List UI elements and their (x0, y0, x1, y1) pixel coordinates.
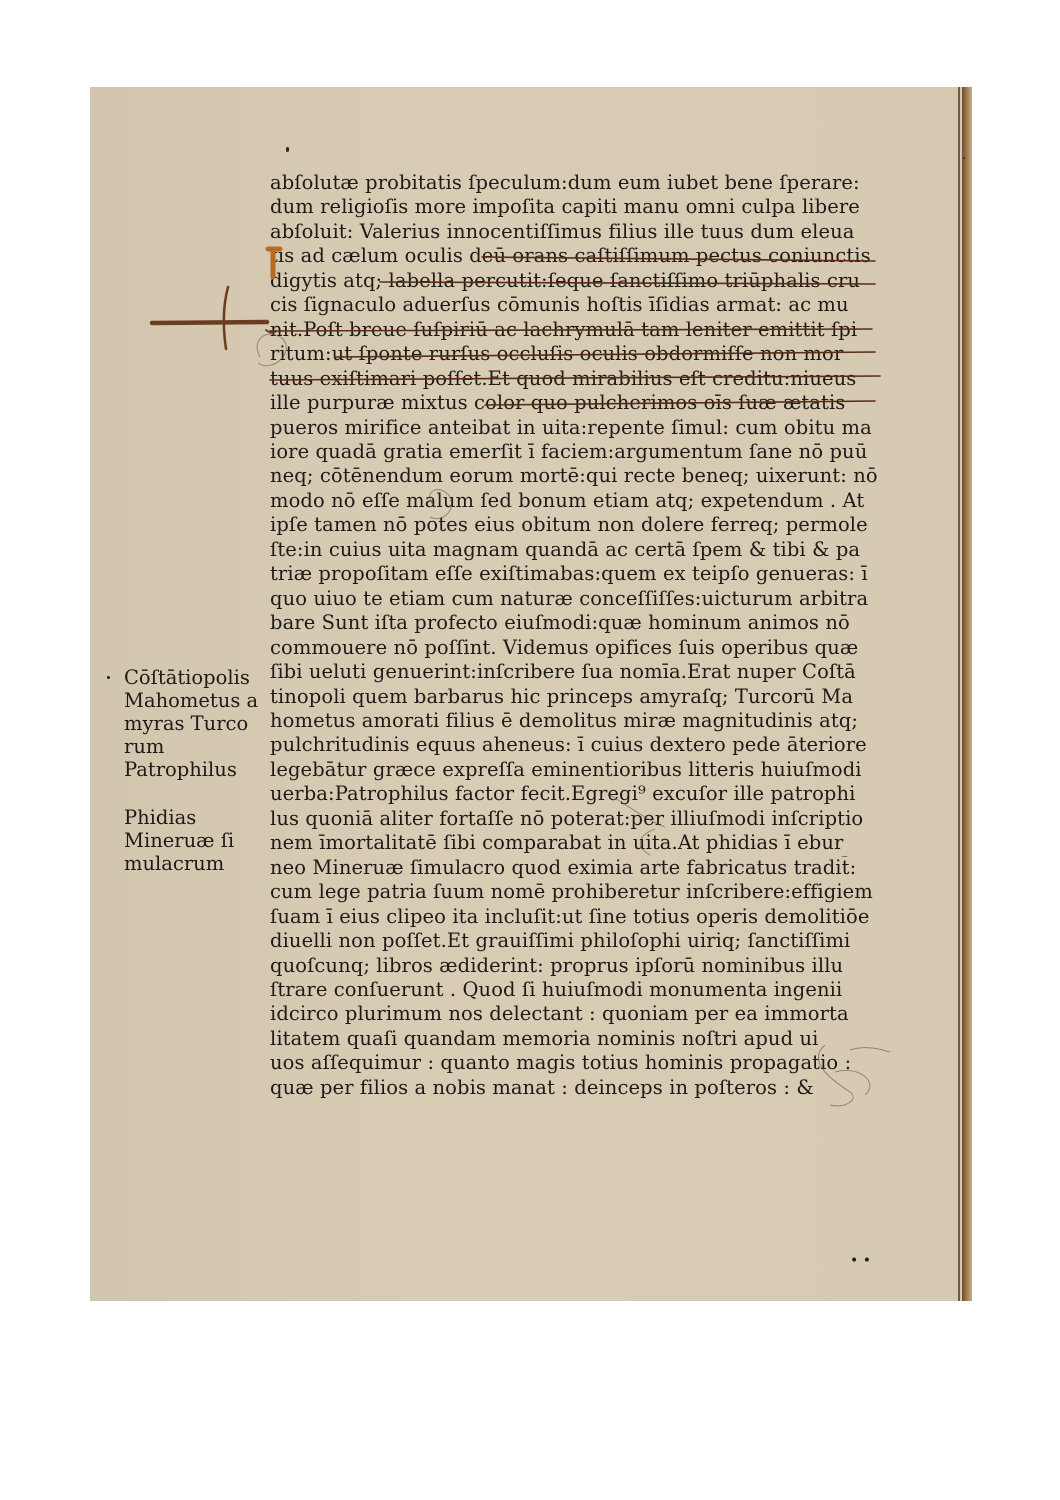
text-line: ſtrare conſuerunt . Quod ſi huiuſmodi monumenta ingenii (270, 977, 843, 1001)
text-line: modo nō eſſe malum ſed bonum etiam atq; expetendum . At (270, 488, 865, 512)
text-line: neq; cōtēnendum eorum mortē:qui recte beneq; uixerunt: nō (270, 464, 878, 488)
text-line: nem īmortalitatē ſibi comparabat in uita.At phidias ī ebur (270, 831, 844, 855)
text-line: triæ propoſitam eſſe exiſtimabas:quem ex teipſo genueras: ī (270, 562, 868, 586)
text-line: abſolutæ probitatis ſpeculum:dum eum iubet bene ſperare: (270, 171, 860, 194)
margin-mark-right: · (962, 151, 967, 167)
text-line: commouere nō poſſint. Videmus opifices ſuis operibus quæ (270, 635, 859, 659)
marginal-line: Mineruæ ſi (124, 829, 235, 852)
text-line: lus quoniā aliter fortaſſe nō poterat:per illiuſmodi inſcriptio (270, 806, 864, 830)
text-line: legebātur græce expreſſa eminentioribus litteris huiuſmodi (270, 757, 862, 781)
ink-speck (286, 147, 289, 152)
text-line: bare Sunt iſta profecto eiuſmodi:quæ hominum animos nō (270, 611, 850, 635)
text-line: digytis atq; labella percutit:ſeque ſanctiſſimo triūphalis cru (270, 268, 861, 292)
marginal-line: rum (124, 735, 165, 758)
marginal-line: Mahometus a (124, 689, 259, 712)
text-line: nit.Poſt breue ſuſpiriū ac lachrymulā tam leniter emittit ſpi (270, 317, 858, 341)
text-line: uerba:Patrophilus factor fecit.Egregi⁹ excuſor ille patrophi (270, 782, 856, 806)
main-text-block (270, 171, 885, 1100)
text-line: ipſe tamen nō potes eius obitum non dolere ferreq; permole (270, 513, 868, 537)
text-line: ſuam ī eius clipeo ita incluſit:ut ſine totius operis demolitiōe (270, 904, 870, 928)
text-line: quæ per filios a nobis manat : deinceps in poſteros : & (270, 1075, 814, 1099)
marginal-line: Phidias (124, 806, 197, 829)
text-line: cis ſignaculo aduerſus cōmunis hoſtis īſidias armat: ac mu (270, 293, 849, 317)
text-line: tuus exiſtimari poſſet.Et quod mirabilius eſt creditu:niueus (270, 366, 857, 390)
marginal-line: Cōſtātiopolis (124, 666, 250, 689)
text-line: abſoluit: Valerius innocentiſſimus filius ille tuus dum eleua (270, 219, 855, 243)
text-line: quoſcunq; libros ædiderint: proprus ipſorū nominibus illu (270, 953, 844, 977)
text-line: quo uiuo te etiam cum naturæ conceſſiſſes:uicturum arbitra (270, 586, 869, 610)
text-line: hometus amorati filius ē demolitus miræ magnitudinis atq; (270, 708, 859, 732)
signature-mark: • • (850, 1253, 871, 1269)
page-edge (962, 87, 972, 1301)
text-line: ritum:ut ſponte rurſus occluſis oculis obdormiſſe non mor (270, 342, 844, 366)
text-line: idcirco plurimum nos delectant : quoniam per ea immorta (270, 1002, 849, 1026)
text-line: ſte:in cuius uita magnam quandā ac certā ſpem & tibi & pa (270, 537, 861, 561)
text-line: diuelli non poſſet.Et grauiſſimi philoſophi uiriq; ſanctiſſimi (270, 929, 851, 953)
text-line: pueros mirifice anteibat in uita:repente ſimul: cum obitu ma (270, 415, 872, 439)
text-line: litatem quaſi quandam memoria nominis noſtri apud ui (270, 1026, 819, 1050)
page-gutter-line (958, 87, 960, 1301)
marginal-note-constantinople (124, 666, 258, 781)
margin-cross-horizontal (152, 322, 267, 323)
marginal-line: Patrophilus (124, 758, 237, 781)
text-line: uos aſſequimur : quanto magis totius hominis propagatio : (270, 1051, 852, 1075)
marginal-line: mulacrum (124, 852, 225, 875)
text-line: ille purpuræ mixtus color quo pulcherimos oīs ſuæ ætatis (270, 391, 846, 415)
margin-dot-left (107, 676, 110, 679)
text-line: neo Mineruæ ſimulacro quod eximia arte fabricatus tradit̄: (270, 855, 857, 879)
text-line: iore quadā gratia emerſit ī faciem:argumentum ſane nō puū (270, 439, 868, 463)
text-line: tinopoli quem barbarus hic princeps amyraſq; Turcorū Ma (270, 684, 854, 708)
text-line: cum lege patria ſuum nomē prohiberetur inſcribere:effigiem (270, 880, 873, 904)
margin-cross-vertical (224, 287, 228, 349)
text-line: tis ad cælum oculis deū orans caſtiſſimum pectus coniunctis (270, 244, 871, 268)
text-line: pulchritudinis equus aheneus: ī cuius dextero pede āteriore (270, 733, 867, 757)
marginal-line: myras Turco (124, 712, 249, 735)
text-line: ſibi ueluti genuerint:inſcribere ſua nomīa.Erat nuper Coſtā (270, 660, 856, 684)
text-line: dum religioſis more impoſita capiti manu omni culpa libere (270, 195, 860, 219)
marginal-note-phidias (124, 806, 234, 875)
book-page (90, 87, 972, 1301)
